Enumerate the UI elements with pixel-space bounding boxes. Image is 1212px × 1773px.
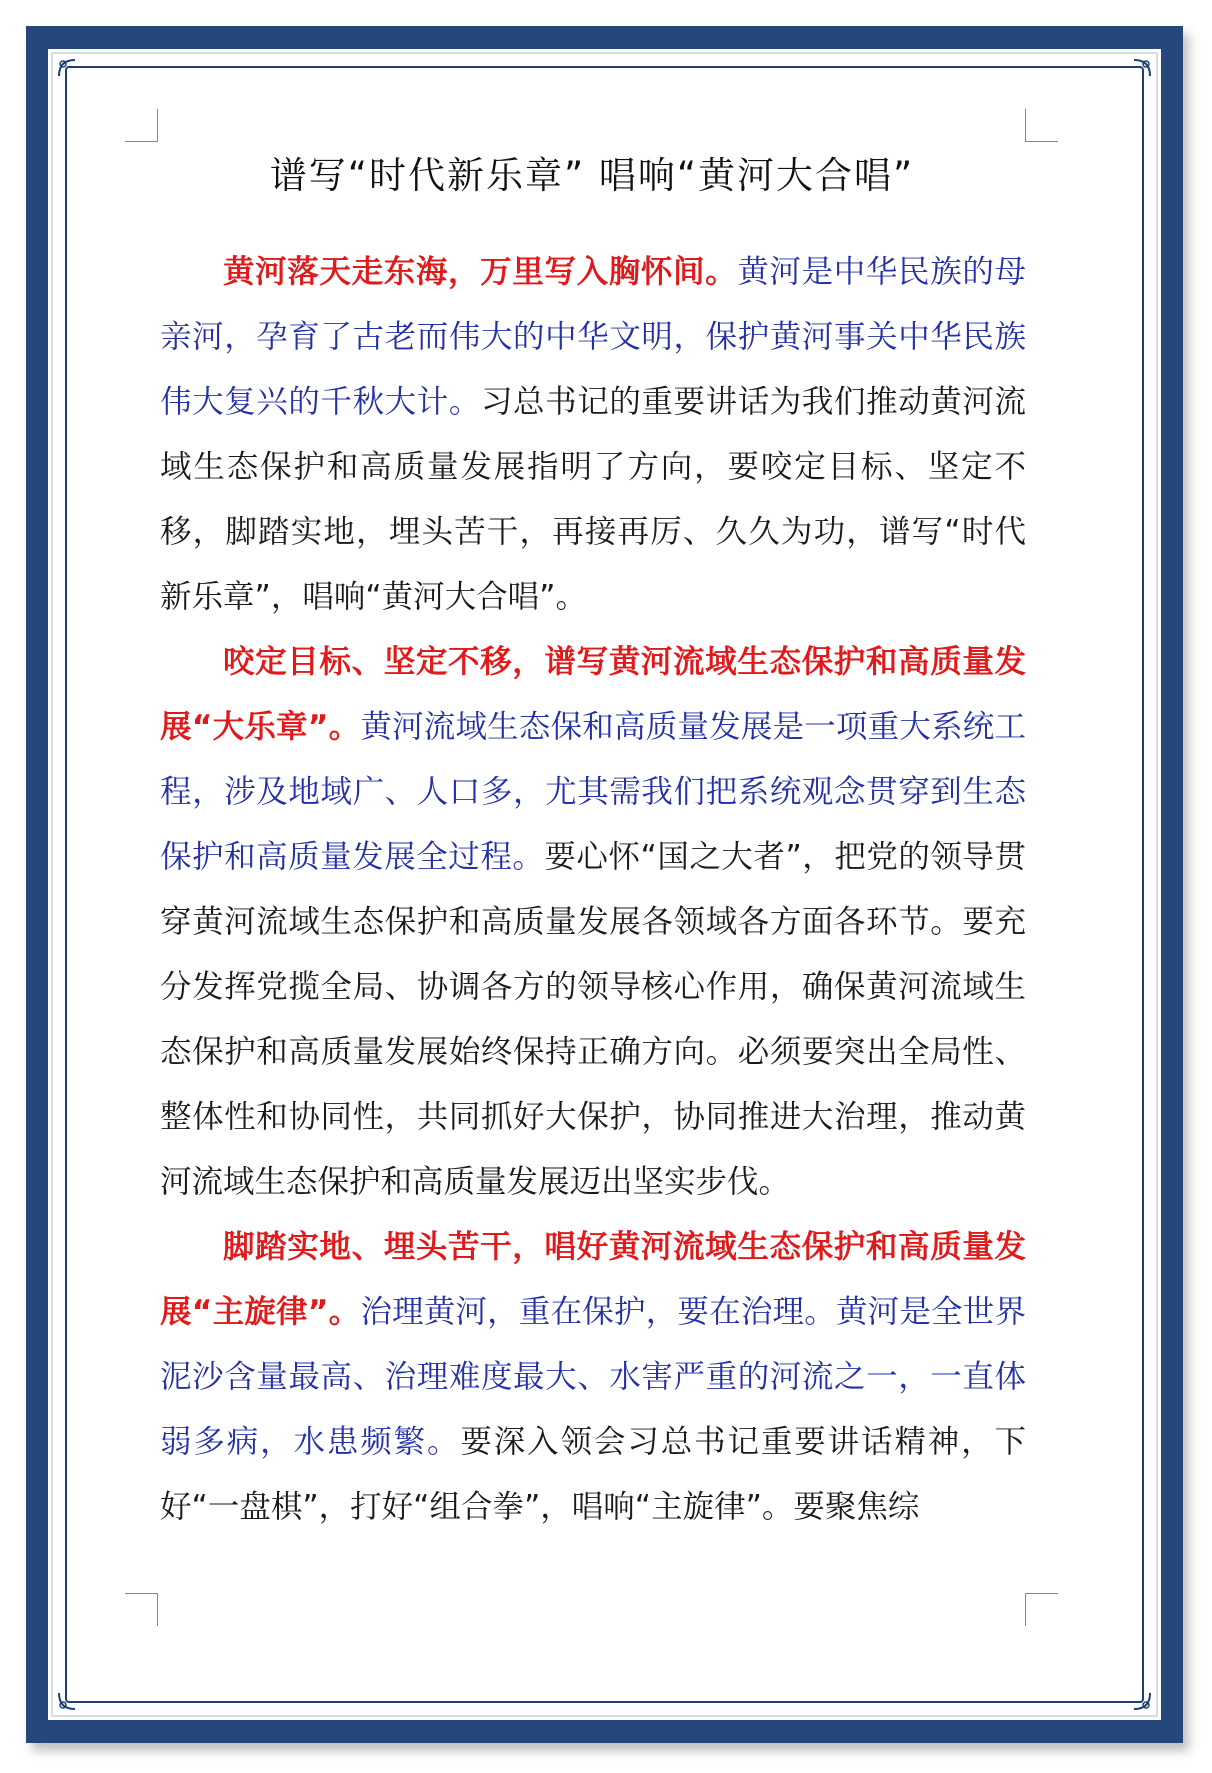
highlight-text: 黄河流域生态保和高质量发展是一项重大系统工程，涉及地域广、人口多，尤其需我们把系统观念贯穿到生态保护和高质量发展全过程。 bbox=[160, 709, 1026, 875]
crop-mark-bottom-left bbox=[125, 1593, 158, 1626]
highlight-text: 治理黄河，重在保护，要在治理。黄河是全世界泥沙含量最高、治理难度最大、水害严重的河流之一，一直体弱多病，水患频繁。 bbox=[160, 1294, 1026, 1460]
corner-ornament-icon bbox=[53, 1677, 91, 1715]
crop-mark-top-right bbox=[1025, 109, 1058, 142]
document-body bbox=[160, 240, 1026, 1540]
paragraph-2 bbox=[160, 630, 1026, 1215]
lead-sentence: 脚踏实地、埋头苦干，唱好黄河流域生态保护和高质量发展“主旋律”。 bbox=[160, 1229, 1026, 1330]
body-text: 习总书记的重要讲话为我们推动黄河流域生态保护和高质量发展指明了方向，要咬定目标、坚定不移，脚踏实地，埋头苦干，再接再厉、久久为功，谱写“时代新乐章”，唱响“黄河大合唱”。 bbox=[160, 384, 1026, 615]
crop-mark-bottom-right bbox=[1025, 1593, 1058, 1626]
document-title: 谱写“时代新乐章” 唱响“黄河大合唱” bbox=[269, 154, 915, 197]
body-text: 要深入领会习总书记重要讲话精神，下好“一盘棋”，打好“组合拳”，唱响“主旋律”。要聚焦综 bbox=[160, 1424, 1026, 1525]
lead-sentence: 咬定目标、坚定不移，谱写黄河流域生态保护和高质量发展“大乐章”。 bbox=[160, 644, 1026, 745]
paragraph-3 bbox=[160, 1215, 1026, 1540]
corner-ornament-icon bbox=[53, 54, 91, 92]
highlight-text: 黄河是中华民族的母亲河，孕育了古老而伟大的中华文明，保护黄河事关中华民族伟大复兴的千秋大计。 bbox=[160, 254, 1026, 420]
corner-ornament-icon bbox=[1118, 1677, 1156, 1715]
crop-mark-top-left bbox=[125, 109, 158, 142]
paragraph-1 bbox=[160, 240, 1026, 630]
body-text: 要心怀“国之大者”，把党的领导贯穿黄河流域生态保护和高质量发展各领域各方面各环节。要充分发挥党揽全局、协调各方的领导核心作用，确保黄河流域生态保护和高质量发展始终保持正确方向。必须要突出全局性、整体性和协同性，共同抓好大保护，协同推进大治理，推动黄河流域生态保护和高质量发展迈出坚实步伐。 bbox=[160, 839, 1026, 1200]
corner-ornament-icon bbox=[1118, 54, 1156, 92]
lead-sentence: 黄河落天走东海，万里写入胸怀间。 bbox=[223, 254, 738, 290]
